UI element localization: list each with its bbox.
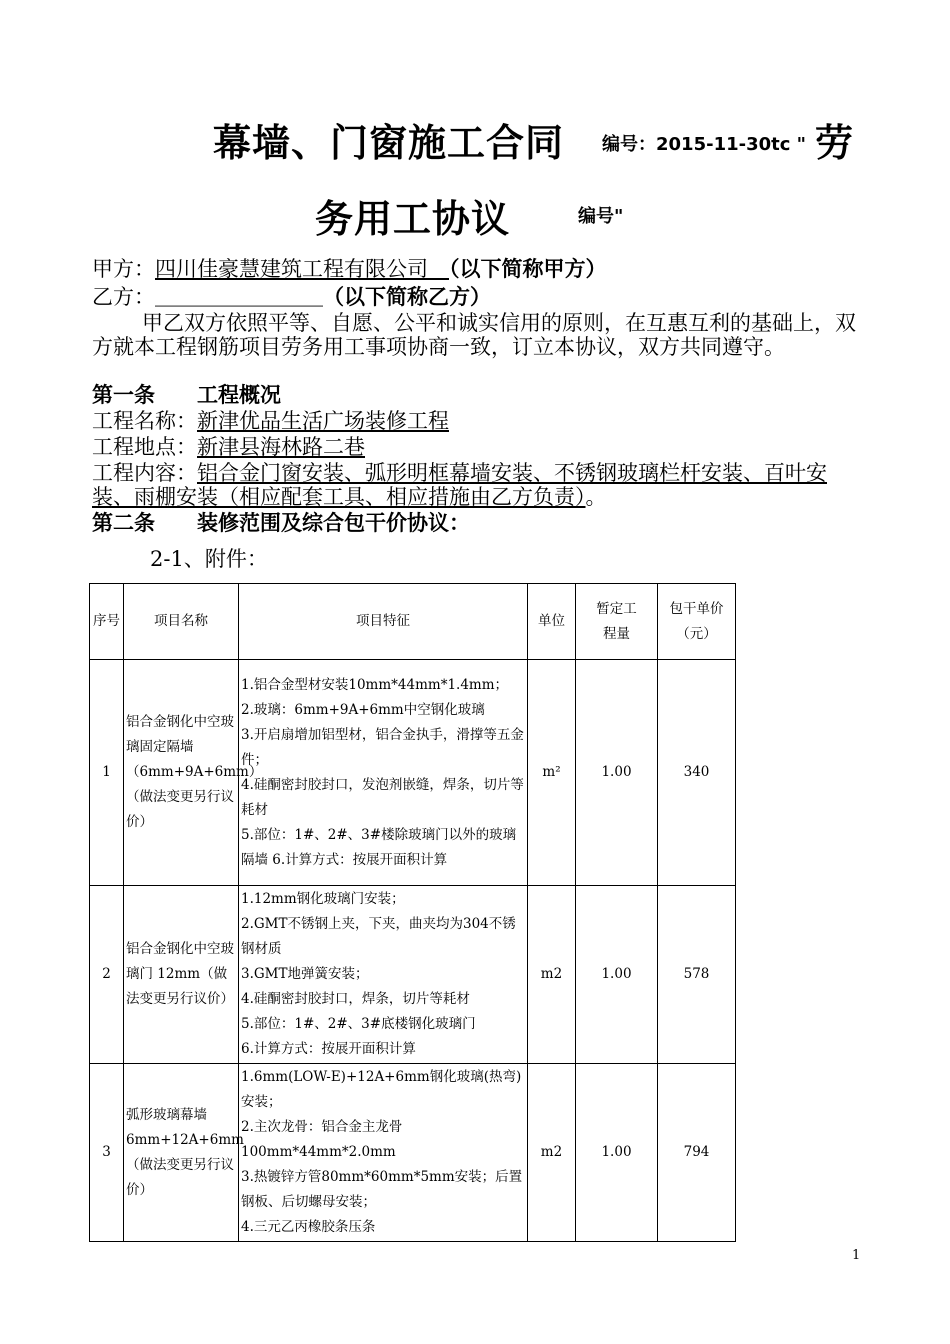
row-features [239, 1064, 528, 1242]
feature-line: 5.部位：1#、2#、3#楼除玻璃门以外的玻璃隔墙 6.计算方式：按展开面积计算 [241, 826, 517, 868]
row-price: 578 [658, 886, 736, 1064]
party-a-label: 甲方： [92, 257, 155, 281]
feature-line: 2.主次龙骨：铝合金主龙骨100mm*44mm*2.0mm [241, 1119, 403, 1160]
title-main: 幕墙、门窗施工合同 [213, 121, 565, 165]
feature-line: 1.铝合金型材安装10mm*44mm*1.4mm； [241, 676, 509, 693]
feature-line: 2.玻璃：6mm+9A+6mm中空钢化玻璃 [241, 701, 485, 718]
project-name-line [92, 410, 864, 434]
party-b-blank: ＿＿＿＿＿＿＿＿ [155, 285, 323, 309]
feature-line: 3.热镀锌方管80mm*60mm*5mm安装；后置钢板、后切螺母安装； [241, 1169, 523, 1210]
row-price: 794 [658, 1064, 736, 1242]
table-row [90, 886, 736, 1064]
preamble: 甲乙双方依照平等、自愿、公平和诚实信用的原则，在互惠互利的基础上，双方就本工程钢筋项目劳务用工事项协商一致，订立本协议，双方共同遵守。 [92, 311, 856, 359]
row-features [239, 886, 528, 1064]
header-qty: 暂定工程量 [576, 584, 658, 660]
project-site-label: 工程地点： [92, 435, 197, 459]
feature-line: 2.GMT不锈钢上夹，下夹，曲夹均为304不锈钢材质 [241, 916, 516, 957]
header-unit: 单位 [528, 584, 576, 660]
project-name-label: 工程名称： [92, 409, 197, 433]
row-qty: 1.00 [576, 1064, 658, 1242]
header-feature: 项目特征 [239, 584, 528, 660]
table-header-row [90, 584, 736, 660]
row-unit: m² [528, 660, 576, 886]
row-qty: 1.00 [576, 660, 658, 886]
row-name: 铝合金钢化中空玻璃门 12mm（做法变更另行议价） [124, 886, 239, 1064]
party-b-note: （以下简称乙方） [323, 285, 491, 309]
row-qty: 1.00 [576, 886, 658, 1064]
party-a-line [92, 258, 864, 282]
contract-number: 编号：2015-11-30tc " [602, 134, 807, 155]
row-unit: m2 [528, 1064, 576, 1242]
title-tail: 劳 [815, 121, 855, 165]
header-no: 序号 [90, 584, 124, 660]
party-a-note: （以下简称甲方） [449, 257, 607, 281]
row-no: 3 [90, 1064, 124, 1242]
feature-line: 1.6mm(LOW-E)+12A+6mm钢化玻璃(热弯)安装； [241, 1069, 522, 1110]
row-no: 2 [90, 886, 124, 1064]
party-a-name: 四川佳豪慧建筑工程有限公司 [155, 257, 428, 281]
project-name-value: 新津优品生活广场装修工程 [197, 409, 449, 433]
attachment-label: 2-1、附件： [150, 547, 268, 571]
party-b-label: 乙方： [92, 285, 155, 309]
project-site-value: 新津县海林路二巷 [197, 435, 365, 459]
feature-line: 4.硅酮密封胶封口，焊条，切片等耗材 [241, 991, 470, 1007]
table-row [90, 660, 736, 886]
page-number: 1 [852, 1248, 861, 1263]
project-content-line [92, 462, 864, 509]
project-content-label: 工程内容： [92, 461, 197, 485]
feature-line: 4.硅酮密封胶封口，发泡剂嵌缝，焊条，切片等耗材 [241, 776, 524, 818]
article-2-heading: 第二条 装修范围及综合包干价协议： [92, 511, 470, 535]
feature-line: 1.12mm钢化玻璃门安装； [241, 891, 405, 907]
article-1-heading: 第一条 工程概况 [92, 383, 281, 407]
row-name: 铝合金钢化中空玻璃固定隔墙（6mm+9A+6mm）（做法变更另行议价） [124, 660, 239, 886]
feature-line: 6.计算方式：按展开面积计算 [241, 1041, 416, 1057]
row-name: 弧形玻璃幕墙 6mm+12A+6mm（做法变更另行议价） [124, 1064, 239, 1242]
agreement-number: 编号" [578, 206, 624, 227]
project-site-line [92, 436, 864, 460]
feature-line: 3.开启扇增加铝型材，铝合金执手，滑撑等五金件； [241, 726, 524, 768]
table-row [90, 1064, 736, 1242]
row-price: 340 [658, 660, 736, 886]
price-table [89, 583, 736, 1242]
header-name: 项目名称 [124, 584, 239, 660]
feature-line: 3.GMT地弹簧安装； [241, 966, 369, 982]
header-price: 包干单价（元） [658, 584, 736, 660]
row-features [239, 660, 528, 886]
row-no: 1 [90, 660, 124, 886]
party-b-line [92, 286, 864, 310]
project-content-value: 铝合金门窗安装、弧形明框幕墙安装、不锈钢玻璃栏杆安装、百叶安装、雨棚安装（相应配套工具、相应措施由乙方负责） [92, 461, 827, 509]
feature-line: 4.三元乙丙橡胶条压条 [241, 1219, 376, 1235]
project-content-end: 。 [585, 484, 607, 509]
feature-line: 5.部位：1#、2#、3#底楼钢化玻璃门 [241, 1016, 476, 1032]
row-unit: m2 [528, 886, 576, 1064]
title-sub: 务用工协议 [315, 197, 511, 241]
